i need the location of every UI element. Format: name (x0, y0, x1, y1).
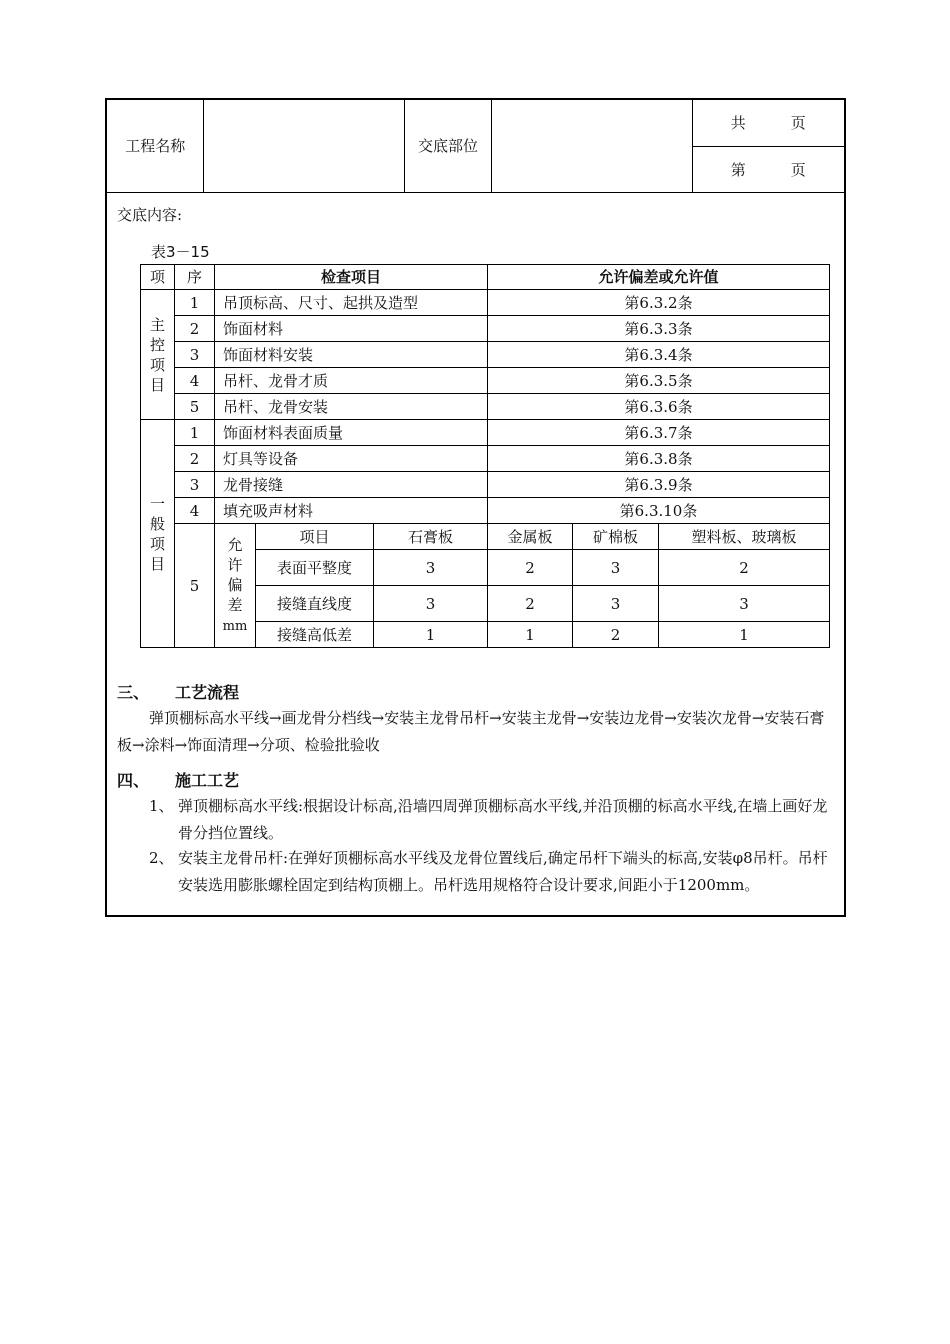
header-table (107, 100, 844, 193)
table-row-item: 吊顶标高、尺寸、起拱及造型 (215, 290, 488, 316)
handover-part-value (491, 100, 692, 192)
tolerance-header: 矿棉板 (573, 524, 659, 550)
project-name-value (204, 100, 405, 192)
col-header-item: 项 (141, 265, 175, 290)
table-row-item: 饰面材料 (215, 316, 488, 342)
main-control-group: 主 控 项 目 (141, 290, 175, 420)
table-row-value: 第6.3.6条 (488, 394, 830, 420)
tolerance-cell: 1 (488, 622, 573, 648)
table-row-value: 第6.3.5条 (488, 368, 830, 394)
table-row-seq: 1 (175, 290, 215, 316)
inspection-table (140, 264, 830, 648)
table-row-item: 龙骨接缝 (215, 472, 488, 498)
total-pages: 共 页 (692, 100, 844, 146)
table-row-seq: 2 (175, 316, 215, 342)
tolerance-cell: 2 (573, 622, 659, 648)
section-4-title: 施工工艺 (175, 771, 240, 790)
table-row-value: 第6.3.7条 (488, 420, 830, 446)
list-item-text: 安装主龙骨吊杆:在弹好顶棚标高水平线及龙骨位置线后,确定吊杆下端头的标高,安装φ8吊杆。吊杆安装选用膨胀螺栓固定到结构顶棚上。吊杆选用规格符合设计要求,间距小于1200mm。 (178, 849, 828, 894)
tolerance-cell: 2 (488, 586, 573, 622)
table-row-value: 第6.3.8条 (488, 446, 830, 472)
tolerance-header: 金属板 (488, 524, 573, 550)
table-row-value: 第6.3.3条 (488, 316, 830, 342)
col-header-allow: 允许偏差或允许值 (488, 265, 830, 290)
section-4-heading (117, 768, 239, 791)
tolerance-seq: 5 (175, 524, 215, 648)
table-row-item: 吊杆、龙骨才质 (215, 368, 488, 394)
tolerance-cell: 3 (573, 586, 659, 622)
section-4-number: 四、 (117, 771, 150, 790)
tolerance-row-name: 表面平整度 (256, 550, 374, 586)
table-row-seq: 1 (175, 420, 215, 446)
table-row-item: 饰面材料表面质量 (215, 420, 488, 446)
table-row-value: 第6.3.2条 (488, 290, 830, 316)
tolerance-label: 允 许 偏 差 mm (215, 524, 256, 648)
tolerance-row-name: 接缝直线度 (256, 586, 374, 622)
table-row-item: 灯具等设备 (215, 446, 488, 472)
table-row-seq: 3 (175, 342, 215, 368)
table-row-item: 吊杆、龙骨安装 (215, 394, 488, 420)
tolerance-cell: 1 (374, 622, 488, 648)
tolerance-cell: 2 (488, 550, 573, 586)
tolerance-cell: 1 (659, 622, 830, 648)
table-row-value: 第6.3.9条 (488, 472, 830, 498)
general-group: 一 般 项 目 (141, 420, 175, 648)
tolerance-header: 项目 (256, 524, 374, 550)
section-3-heading (117, 680, 239, 703)
tolerance-cell: 3 (659, 586, 830, 622)
col-header-check: 检查项目 (215, 265, 488, 290)
handover-document (105, 98, 846, 917)
tolerance-header: 石膏板 (374, 524, 488, 550)
table-row-seq: 4 (175, 368, 215, 394)
tolerance-row-name: 接缝高低差 (256, 622, 374, 648)
table-row-item: 填充吸声材料 (215, 498, 488, 524)
table-row-seq: 4 (175, 498, 215, 524)
table-row-item: 饰面材料安装 (215, 342, 488, 368)
col-header-seq: 序 (175, 265, 215, 290)
tolerance-cell: 3 (374, 550, 488, 586)
section-3-title: 工艺流程 (175, 683, 240, 702)
table-row-seq: 3 (175, 472, 215, 498)
page-number: 第 页 (692, 146, 844, 192)
tolerance-cell: 3 (573, 550, 659, 586)
list-item (149, 845, 841, 899)
table-number: 表3－15 (151, 243, 210, 261)
list-item-index: 2、 (149, 849, 174, 867)
tolerance-cell: 2 (659, 550, 830, 586)
table-row-seq: 2 (175, 446, 215, 472)
tolerance-header: 塑料板、玻璃板 (659, 524, 830, 550)
table-row-value: 第6.3.4条 (488, 342, 830, 368)
list-item (149, 793, 841, 847)
list-item-index: 1、 (149, 797, 174, 815)
section-3-number: 三、 (117, 683, 150, 702)
section-3-text: 弹顶棚标高水平线→画龙骨分档线→安装主龙骨吊杆→安装主龙骨→安装边龙骨→安装次龙骨→安装石膏板→涂料→饰面清理→分项、检验批验收 (117, 709, 825, 754)
handover-part-label: 交底部位 (405, 100, 492, 192)
content-label: 交底内容: (117, 206, 183, 224)
tolerance-cell: 3 (374, 586, 488, 622)
project-name-label: 工程名称 (107, 100, 204, 192)
table-row-seq: 5 (175, 394, 215, 420)
table-row-value: 第6.3.10条 (488, 498, 830, 524)
list-item-text: 弹顶棚标高水平线:根据设计标高,沿墙四周弹顶棚标高水平线,并沿顶棚的标高水平线,在墙上画好龙骨分挡位置线。 (178, 797, 828, 842)
